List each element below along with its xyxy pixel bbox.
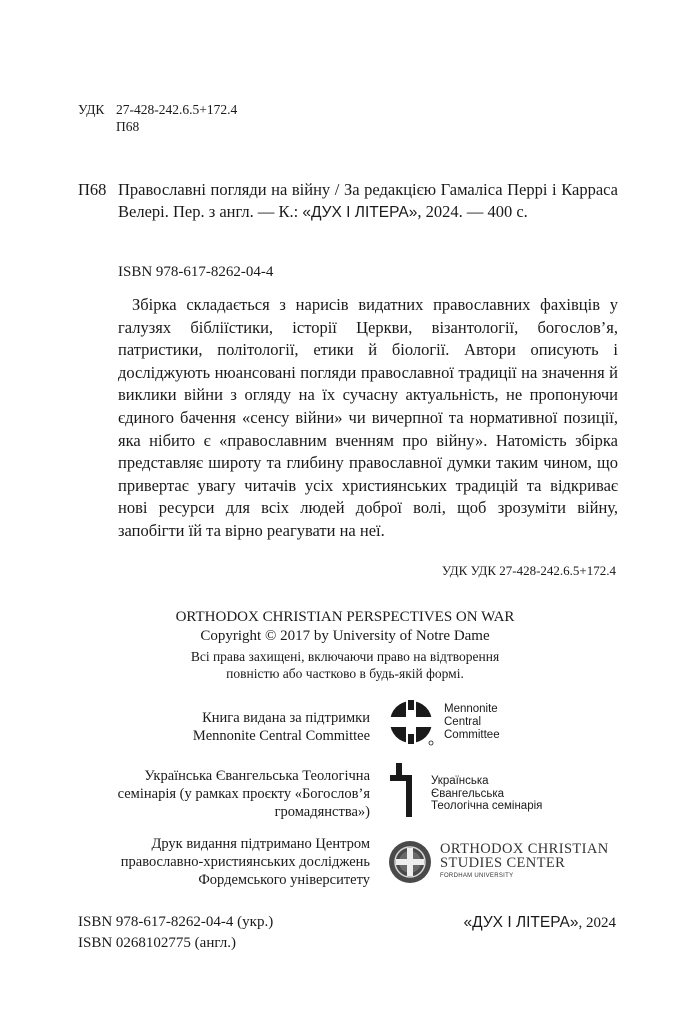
isbn-ukr: ISBN 978-617-8262-04-4 (укр.) <box>78 914 274 930</box>
catalog-tail: , 2024. — 400 с. <box>417 202 528 221</box>
support-uets-line2: семінарія (у рамках проєкту «Богослов’я <box>117 786 370 802</box>
original-title: ORTHODOX CHRISTIAN PERSPECTIVES ON WAR <box>175 609 515 625</box>
ocsc-emblem-icon <box>388 840 432 884</box>
mcc-logo-text <box>444 703 500 742</box>
catalog-publisher: «ДУХ І ЛІТЕРА» <box>302 204 418 221</box>
support-ocsc-line2: православно-християнських досліджень <box>120 854 370 870</box>
ocsc-logo-line: STUDIES CENTER <box>440 855 566 871</box>
uets-cross-logo-icon <box>390 763 418 817</box>
support-ocsc-text <box>121 835 370 889</box>
mcc-logo-line: Central <box>444 716 482 728</box>
rights-line-1: Всі права захищені, включаючи право на відтворення <box>190 649 500 664</box>
uets-logo-line: Українська <box>431 775 489 787</box>
publisher-footer <box>464 912 616 934</box>
udk-index-row <box>78 118 237 135</box>
ocsc-logo-line: ORTHODOX CHRISTIAN <box>440 841 609 857</box>
isbn-eng: ISBN 0268102775 (англ.) <box>78 935 236 951</box>
support-uets-line1: Українська Євангельська Теологічна <box>144 768 370 784</box>
publisher-year: , 2024 <box>578 915 616 931</box>
uets-logo-text <box>431 775 542 813</box>
isbn-list <box>78 912 273 954</box>
uets-logo-line: Теологічна семінарія <box>431 800 543 812</box>
rights-line-2: повністю або частково в будь-якій формі. <box>226 666 464 681</box>
mcc-logo-icon <box>388 698 436 750</box>
support-ocsc-line3: Фордемського університету <box>198 872 370 888</box>
support-mcc-line1: Книга видана за підтримки <box>202 710 370 726</box>
ocsc-logo-subtitle: FORDHAM UNIVERSITY <box>440 873 514 879</box>
catalog-title: Православні погляди на війну / За редакцією Гамаліса Перрі і Карраса Велері. Пер. з англ. — К.: <box>118 180 618 221</box>
publisher-name: «ДУХ І ЛІТЕРА» <box>463 914 579 931</box>
original-edition <box>0 608 690 682</box>
support-uets-text <box>118 767 370 821</box>
udk-bottom: УДК УДК 27-428-242.6.5+172.4 <box>441 563 616 578</box>
mcc-logo-line: Mennonite <box>444 703 498 715</box>
support-mcc-line2: Mennonite Central Committee <box>192 728 370 744</box>
catalog-code: П68 <box>78 180 107 199</box>
udk-block-top <box>78 101 237 135</box>
uets-logo-line: Євангельська <box>431 787 505 800</box>
support-uets-line3: громадянства») <box>274 804 370 820</box>
udk-label: УДК <box>78 102 105 117</box>
author-index: П68 <box>116 119 140 134</box>
mcc-logo-line: Committee <box>444 729 500 741</box>
support-ocsc-line1: Друк видання підтримано Центром <box>151 836 370 852</box>
abstract: Збірка складається з нарисів видатних православних фахівців у галузях бібліїстики, історії Церкви, візантології, богослов’я, патристики, політології, етики й біології. Автори описують і досліджують нюансовані погляди православної традиції на значення й виклики війни з огляду на їх сучасну актуальність, не пропонуючи єдиного бачення «сенсу війни» чи вичерпної та нормативної позиції, яка нібито є «православним вченням про війну». Натомість збірка представляє широту та глибину православної думки таким чином, що привертає увагу читачів усіх християнських традицій та відкриває нові ресурси для всіх людей доброї волі, щоб зрозуміти війну, запобігти їй та вірно реагувати на неї. <box>118 295 618 540</box>
copyright-line: Copyright © 2017 by University of Notre Dame <box>200 628 490 644</box>
ocsc-logo-text <box>440 842 609 870</box>
support-mcc-text <box>193 709 370 745</box>
udk-row <box>78 101 237 118</box>
udk-code: 27-428-242.6.5+172.4 <box>116 102 238 117</box>
catalog-entry <box>118 179 618 224</box>
isbn-main: ISBN 978-617-8262-04-4 <box>118 264 274 280</box>
